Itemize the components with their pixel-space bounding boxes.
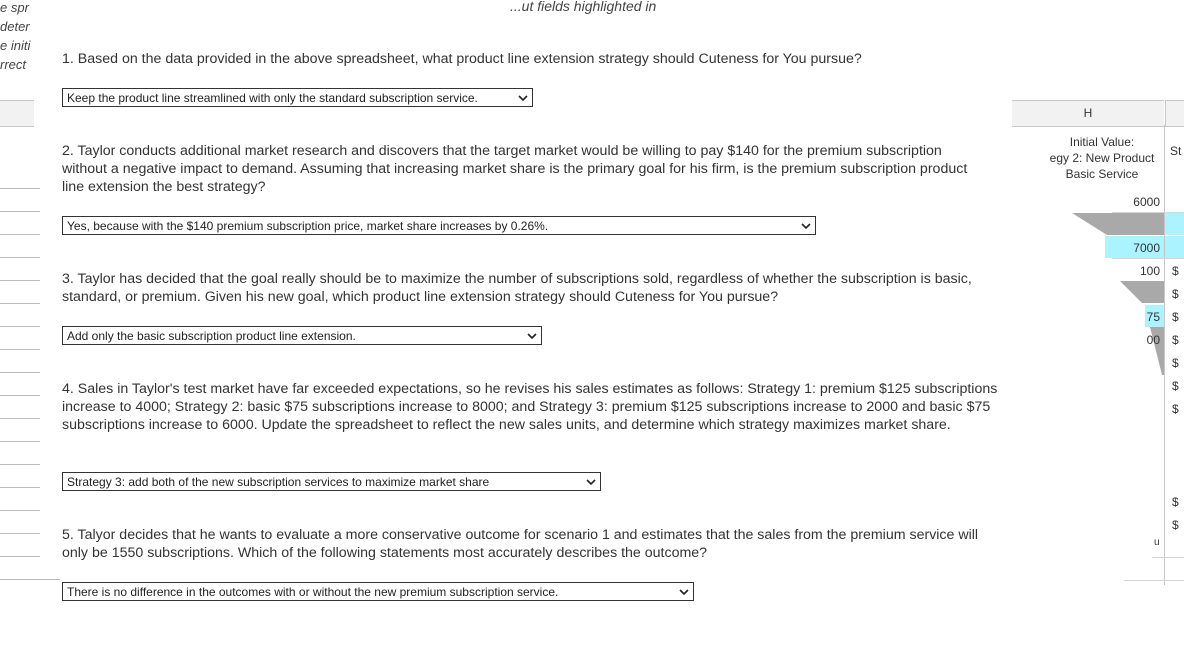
sheet-value: 6000	[1133, 195, 1160, 209]
question-3-selected: Add only the basic subscription product line extension.	[67, 329, 356, 343]
sheet-value: 00	[1146, 333, 1160, 347]
bg-text-fragment: e initi	[0, 38, 31, 53]
question-1-dropdown[interactable]	[62, 88, 533, 107]
chevron-down-icon	[679, 587, 689, 597]
question-1-text: 1. Based on the data provided in the above spreadsheet, what product line extension strategy should Cuteness for You pursue?	[62, 51, 862, 67]
question-5-dropdown[interactable]	[62, 582, 694, 601]
question-4-selected: Strategy 3: add both of the new subscription services to maximize market share	[67, 475, 490, 489]
question-2-text: 2. Taylor conducts additional market research and discovers that the target market would be willing to pay $140 for the premium subscription without a negative impact to demand. Assuming that increasing market share is the primary goal for his firm, is the premium subscription product line extension the best strategy?	[62, 143, 968, 195]
question-3-dropdown[interactable]	[62, 326, 542, 345]
question-5-text: 5. Talyor decides that he wants to evaluate a more conservative outcome for scenario 1 and estimates that the sales from the premium service will only be 1550 subscriptions. Which of the following statements most accurately describes the outcome?	[62, 527, 979, 561]
question-2-selected: Yes, because with the $140 premium subscription price, market share increases by 0.26%.	[67, 219, 549, 233]
question-5-selected: There is no difference in the outcomes with or without the new premium subscription service.	[67, 585, 559, 599]
bg-text-fragment: rrect	[0, 57, 26, 72]
column-header-next	[1165, 100, 1184, 127]
sheet-value: 75	[1146, 310, 1160, 324]
chevron-down-icon	[527, 331, 537, 341]
chevron-down-icon	[801, 221, 811, 231]
sheet-value: 7000	[1133, 241, 1160, 255]
column-header: H	[1012, 100, 1164, 127]
background-spreadsheet-left	[0, 0, 40, 645]
input-cell[interactable]	[1165, 236, 1184, 258]
question-4-dropdown[interactable]	[62, 472, 601, 491]
chevron-down-icon	[586, 477, 596, 487]
question-1-selected: Keep the product line streamlined with only the standard subscription service.	[67, 91, 478, 105]
sheet-value: 100	[1139, 264, 1160, 278]
input-cell[interactable]	[1165, 213, 1184, 235]
question-2-dropdown[interactable]	[62, 216, 816, 235]
question-4-text: 4. Sales in Taylor's test market have far exceeded expectations, so he revises his sales estimates as follows: Strategy 1: premium $125 subscriptions increase to 4000; Strategy 2: basic $75 subscriptions increase to 8000; and Strategy 3: premium $125 subscriptions increase to 2000 and basic $75 subscriptions increase to 6000. Update the spreadsheet to reflect the new sales units, and determine which strategy maximizes market share.	[62, 381, 998, 433]
next-column-fragment: St	[1170, 144, 1182, 158]
cell-header: Initial Value: egy 2: New Product Basic Service	[1049, 135, 1155, 181]
bg-instruction-fragment: ...ut fields highlighted in	[510, 0, 657, 14]
bg-text-fragment: e spr	[0, 0, 29, 15]
background-spreadsheet-right: H Initial Value: egy 2: New Product Basic Service St 6000 7000 100 $ $ 75 $ 00 $ $ $ $ $ $ u	[1012, 100, 1184, 600]
chevron-down-icon	[518, 93, 528, 103]
question-3-text: 3. Taylor has decided that the goal really should be to maximize the number of subscriptions sold, regardless of whether the subscription is basic, standard, or premium. Given his new goal, which product line extension strategy should Cuteness for You pursue?	[62, 271, 972, 305]
bg-header-band	[0, 100, 34, 127]
bg-text-fragment: deter	[0, 19, 30, 34]
